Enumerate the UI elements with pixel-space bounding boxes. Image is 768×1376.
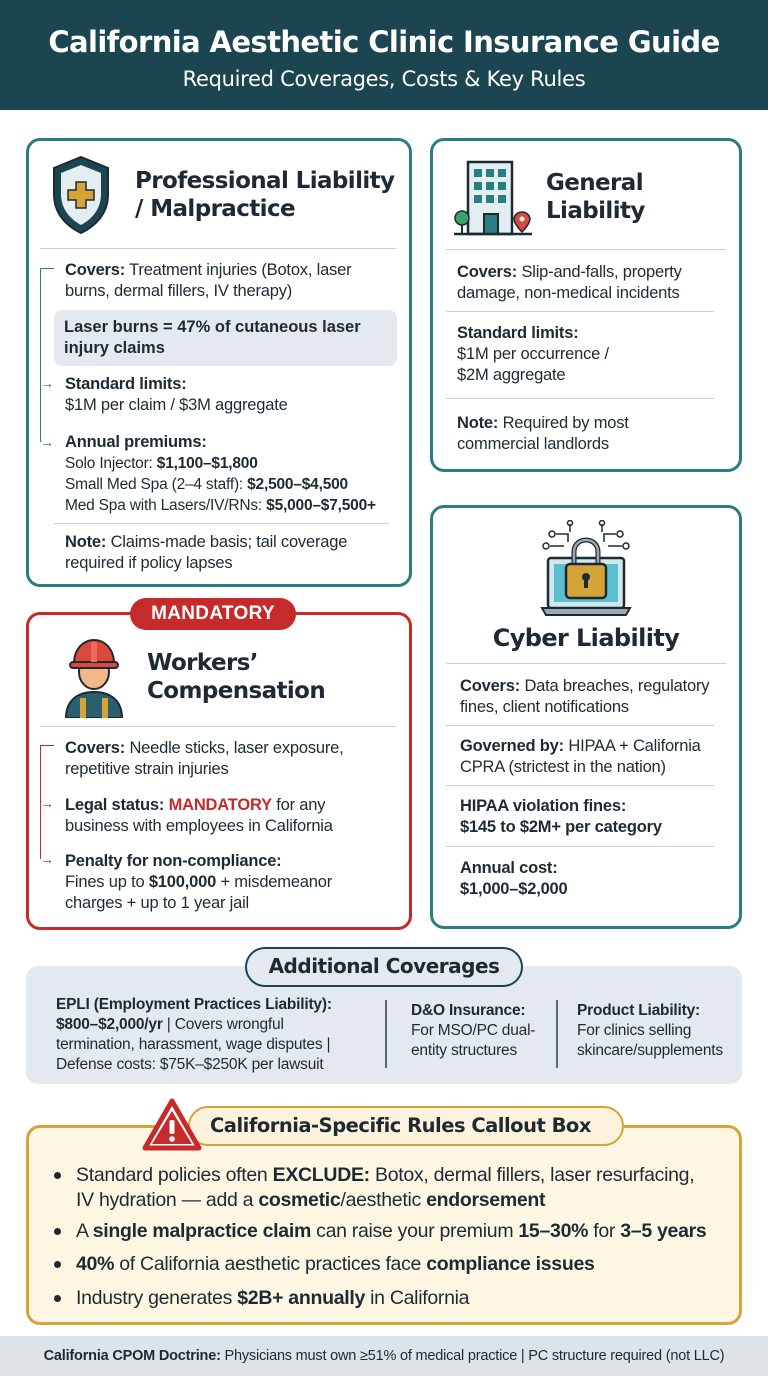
divider xyxy=(446,846,714,847)
cyber-governed-by: Governed by: HIPAA + California CPRA (strictest in the nation) xyxy=(460,737,701,776)
workers-legal-status: Legal status: MANDATORY for any business with employees in California xyxy=(65,796,333,835)
cyber-covers: Covers: Data breaches, regulatory fines, client notifications xyxy=(460,677,710,716)
building-icon xyxy=(450,156,534,238)
divider xyxy=(446,663,726,664)
warning-icon xyxy=(142,1098,202,1152)
general-limits: Standard limits: $1M per occurrence / $2M aggregate xyxy=(457,324,609,384)
epli-coverage: EPLI (Employment Practices Liability): $800–$2,000/yr | Covers wrongful termination, harassment, wage disputes | Defense costs: $75K–$250K per lawsuit xyxy=(56,996,332,1073)
additional-coverages-title: Additional Coverages xyxy=(245,947,523,987)
premium-row: Solo Injector: $1,100–$1,800 xyxy=(65,455,258,472)
divider xyxy=(446,249,726,250)
callout-bullet: Industry generates $2B+ annually in California xyxy=(54,1286,469,1311)
laser-burn-highlight: Laser burns = 47% of cutaneous laser injury claims xyxy=(54,310,397,366)
arrow-icon: → xyxy=(40,851,54,867)
general-covers: Covers: Slip-and-falls, property damage, non-medical incidents xyxy=(457,263,682,302)
cyber-annual-cost: Annual cost: $1,000–$2,000 xyxy=(460,859,568,898)
column-divider xyxy=(556,1000,558,1068)
page-header xyxy=(0,0,768,110)
divider xyxy=(446,725,714,726)
shield-icon xyxy=(50,154,112,236)
divider xyxy=(446,785,714,786)
general-note: Note: Required by most commercial landlords xyxy=(457,414,629,453)
dno-coverage: D&O Insurance: For MSO/PC dual- entity structures xyxy=(411,1002,536,1059)
column-divider xyxy=(385,1000,387,1068)
divider xyxy=(54,523,389,524)
general-title: General Liability xyxy=(546,170,645,224)
mandatory-badge: MANDATORY xyxy=(130,598,296,630)
professional-premiums-label: Annual premiums: xyxy=(65,433,207,451)
callout-bullet: Standard policies often EXCLUDE: Botox, dermal fillers, laser resurfacing, IV hydration — add a cosmetic/aesthetic endorsement xyxy=(54,1163,734,1213)
connector-line xyxy=(40,268,41,442)
premium-row: Small Med Spa (2–4 staff): $2,500–$4,500 xyxy=(65,476,348,493)
divider xyxy=(446,311,714,312)
premium-row: Med Spa with Lasers/IV/RNs: $5,000–$7,500+ xyxy=(65,497,376,514)
worker-icon xyxy=(58,634,130,718)
cyber-title: Cyber Liability xyxy=(492,624,680,652)
divider xyxy=(446,398,714,399)
arrow-icon: → xyxy=(40,375,54,391)
divider xyxy=(40,726,396,727)
arrow-icon: → xyxy=(40,434,54,450)
page-title: California Aesthetic Clinic Insurance Guide xyxy=(48,25,720,59)
professional-limits: Standard limits: $1M per claim / $3M aggregate xyxy=(65,375,288,414)
cpom-footer: California CPOM Doctrine: Physicians must own ≥51% of medical practice | PC structure required (not LLC) xyxy=(0,1336,768,1376)
professional-note: Note: Claims-made basis; tail coverage required if policy lapses xyxy=(65,533,348,572)
page-subtitle: Required Coverages, Costs & Key Rules xyxy=(182,67,586,91)
workers-covers: Covers: Needle sticks, laser exposure, repetitive strain injuries xyxy=(65,739,344,778)
professional-covers: Covers: Treatment injuries (Botox, laser burns, dermal fillers, IV therapy) xyxy=(65,261,352,300)
workers-penalty: Penalty for non-compliance: Fines up to $100,000 + misdemeanor charges + up to 1 year jail xyxy=(65,852,333,912)
professional-title: Professional Liability / Malpractice xyxy=(135,168,395,222)
workers-title: Workers’ Compensation xyxy=(147,650,326,704)
arrow-icon: → xyxy=(40,795,54,811)
callout-bullet: 40% of California aesthetic practices face compliance issues xyxy=(54,1252,595,1277)
product-liability-coverage: Product Liability: For clinics selling skincare/supplements xyxy=(577,1002,723,1059)
callout-bullet: A single malpractice claim can raise your premium 15–30% for 3–5 years xyxy=(54,1219,706,1244)
cyber-hipaa-fines: HIPAA violation fines: $145 to $2M+ per category xyxy=(460,797,662,836)
callout-title: California-Specific Rules Callout Box xyxy=(188,1106,624,1146)
divider xyxy=(40,248,396,249)
laptop-lock-icon xyxy=(540,520,632,620)
